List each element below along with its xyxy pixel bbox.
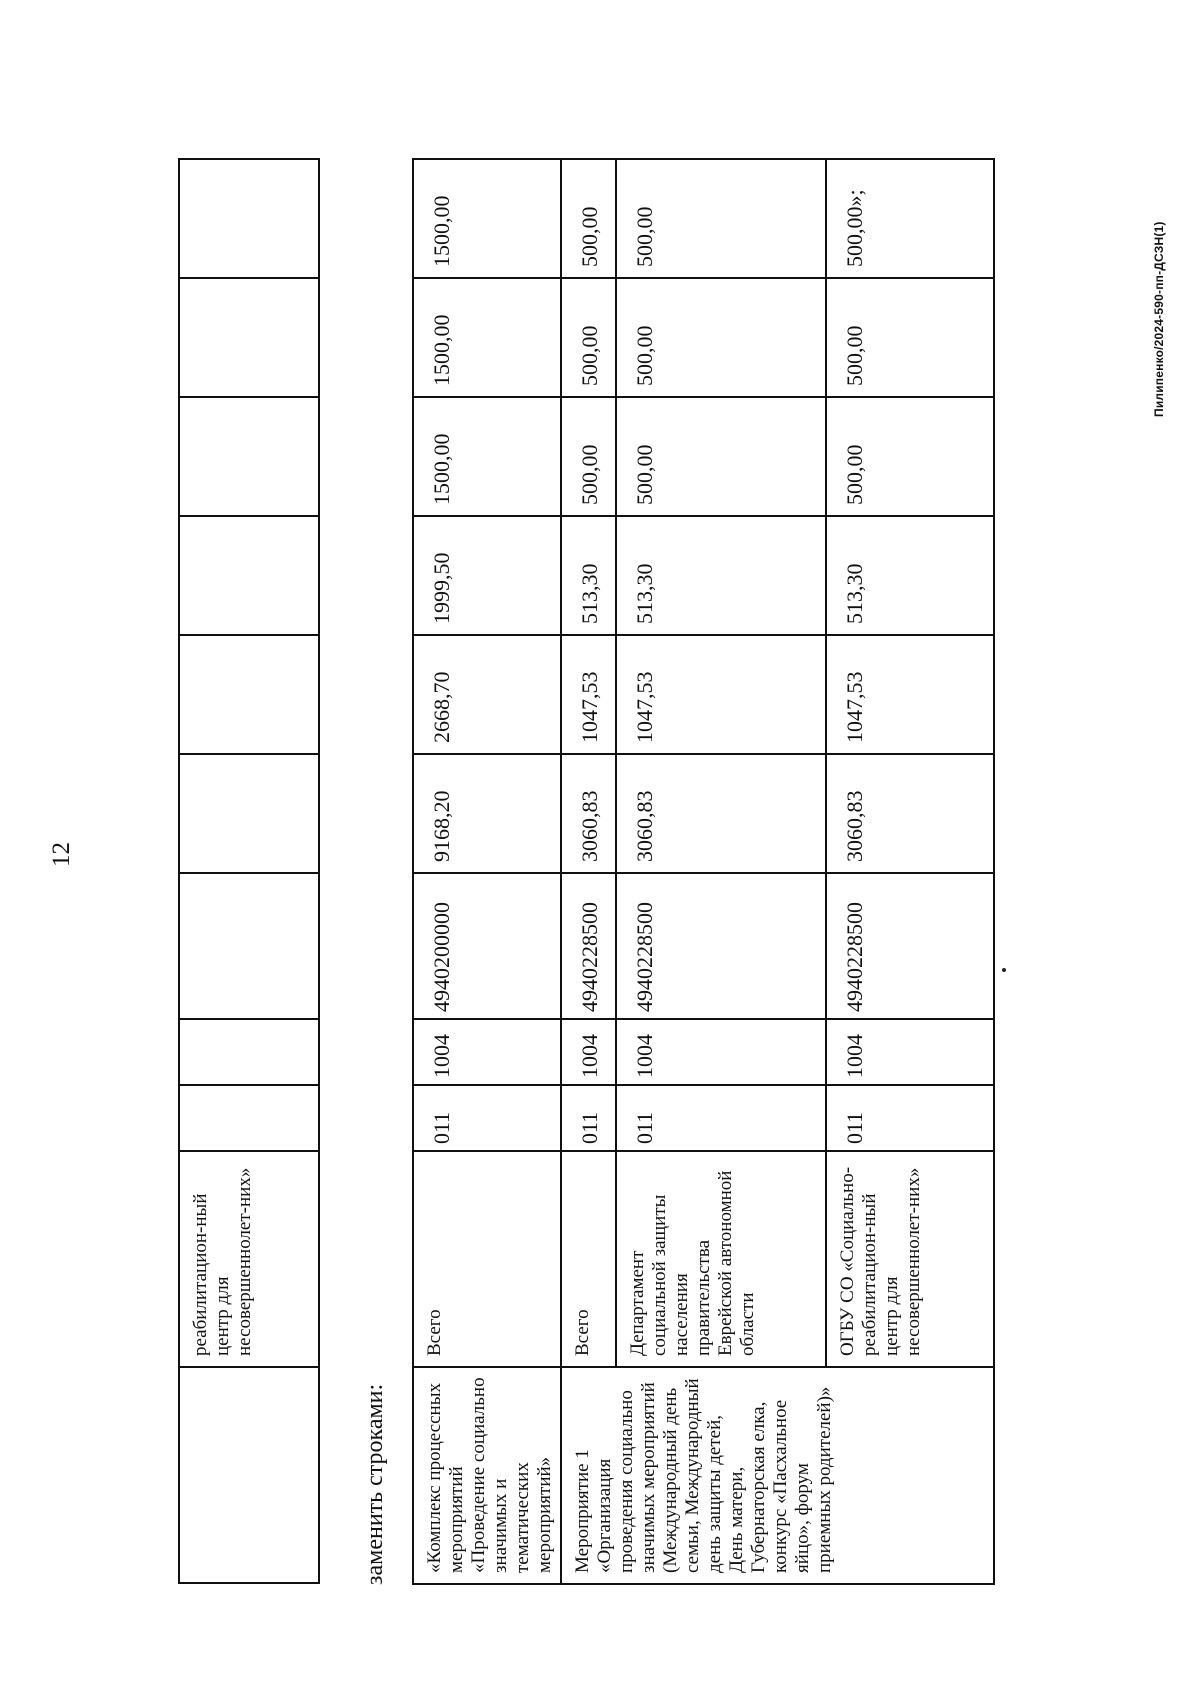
cell-value: 500,00 xyxy=(826,397,994,516)
cell-value: 500,00 xyxy=(616,397,826,516)
cell-grbs: 011 xyxy=(616,1085,826,1151)
cell-csr: 4940228500 xyxy=(616,873,826,1019)
cell-value: 3060,83 xyxy=(826,754,994,873)
cell-value: 1047,53 xyxy=(826,635,994,754)
cell-value: 500,00 xyxy=(561,397,616,516)
cell-value: 1047,53 xyxy=(561,635,616,754)
cell-value: 500,00 xyxy=(561,278,616,397)
cell-grbs: 011 xyxy=(561,1085,616,1151)
cell-value: 1500,00 xyxy=(413,278,561,397)
page-number: 12 xyxy=(48,842,75,867)
cell-executor: Всего xyxy=(561,1151,616,1367)
table-continuation xyxy=(178,158,320,1584)
cell-executor: реабилитацион-ный центр для несовершеннолет-них» xyxy=(179,1151,319,1367)
cell-value: 3060,83 xyxy=(561,754,616,873)
cell-value: 500,00 xyxy=(561,159,616,278)
replace-instruction: заменить строками: xyxy=(362,1383,388,1585)
cell-value xyxy=(179,516,319,635)
cell-grbs: 011 xyxy=(413,1085,561,1151)
cell-name: Мероприятие 1 «Организация проведения социально значимых мероприятий (Международный день семьи, Международный день защиты детей, День матери, Губернаторская елка, конкурс «Пасхальное яйцо», форум приемных родителей)» xyxy=(561,1367,994,1584)
cell-value: 513,30 xyxy=(826,516,994,635)
cell-grbs xyxy=(179,1085,319,1151)
cell-value: 500,00 xyxy=(826,278,994,397)
cell-name: «Комплекс процессных мероприятий «Проведение социально значимых и тематических мероприятий» xyxy=(413,1367,561,1584)
cell-value xyxy=(179,397,319,516)
cell-name xyxy=(179,1367,319,1583)
cell-value xyxy=(179,754,319,873)
cell-value xyxy=(179,635,319,754)
table-row xyxy=(413,159,561,1584)
cell-value: 500,00 xyxy=(616,159,826,278)
cell-value: 1047,53 xyxy=(616,635,826,754)
cell-value: 500,00 xyxy=(616,278,826,397)
cell-csr xyxy=(179,873,319,1019)
cell-csr: 4940200000 xyxy=(413,873,561,1019)
cell-rz: 1004 xyxy=(616,1019,826,1085)
cell-value xyxy=(179,278,319,397)
cell-grbs: 011 xyxy=(826,1085,994,1151)
cell-value: 1500,00 xyxy=(413,397,561,516)
cell-value: 500,00»; xyxy=(826,159,994,278)
cell-rz xyxy=(179,1019,319,1085)
table-replacement xyxy=(412,158,995,1585)
cell-rz: 1004 xyxy=(826,1019,994,1085)
cell-value: 3060,83 xyxy=(616,754,826,873)
cell-value xyxy=(179,159,319,278)
cell-value: 1999,50 xyxy=(413,516,561,635)
footer-stamp: Пилипенко/2024-590-пп-ДСЗН(1) xyxy=(1152,221,1166,417)
cell-executor: ОГБУ СО «Социально-реабилитацион-ный центр для несовершеннолет-них» xyxy=(826,1151,994,1367)
cell-value: 1500,00 xyxy=(413,159,561,278)
cell-value: 9168,20 xyxy=(413,754,561,873)
table-row xyxy=(179,159,319,1583)
cell-rz: 1004 xyxy=(561,1019,616,1085)
cell-rz: 1004 xyxy=(413,1019,561,1085)
table-row xyxy=(561,159,616,1584)
cell-csr: 4940228500 xyxy=(561,873,616,1019)
cell-executor: Департамент социальной защиты населения правительства Еврейской автономной области xyxy=(616,1151,826,1367)
cell-value: 513,30 xyxy=(616,516,826,635)
cell-executor: Всего xyxy=(413,1151,561,1367)
cell-value: 2668,70 xyxy=(413,635,561,754)
cell-value: 513,30 xyxy=(561,516,616,635)
scan-speck xyxy=(1002,968,1006,972)
cell-csr: 4940228500 xyxy=(826,873,994,1019)
